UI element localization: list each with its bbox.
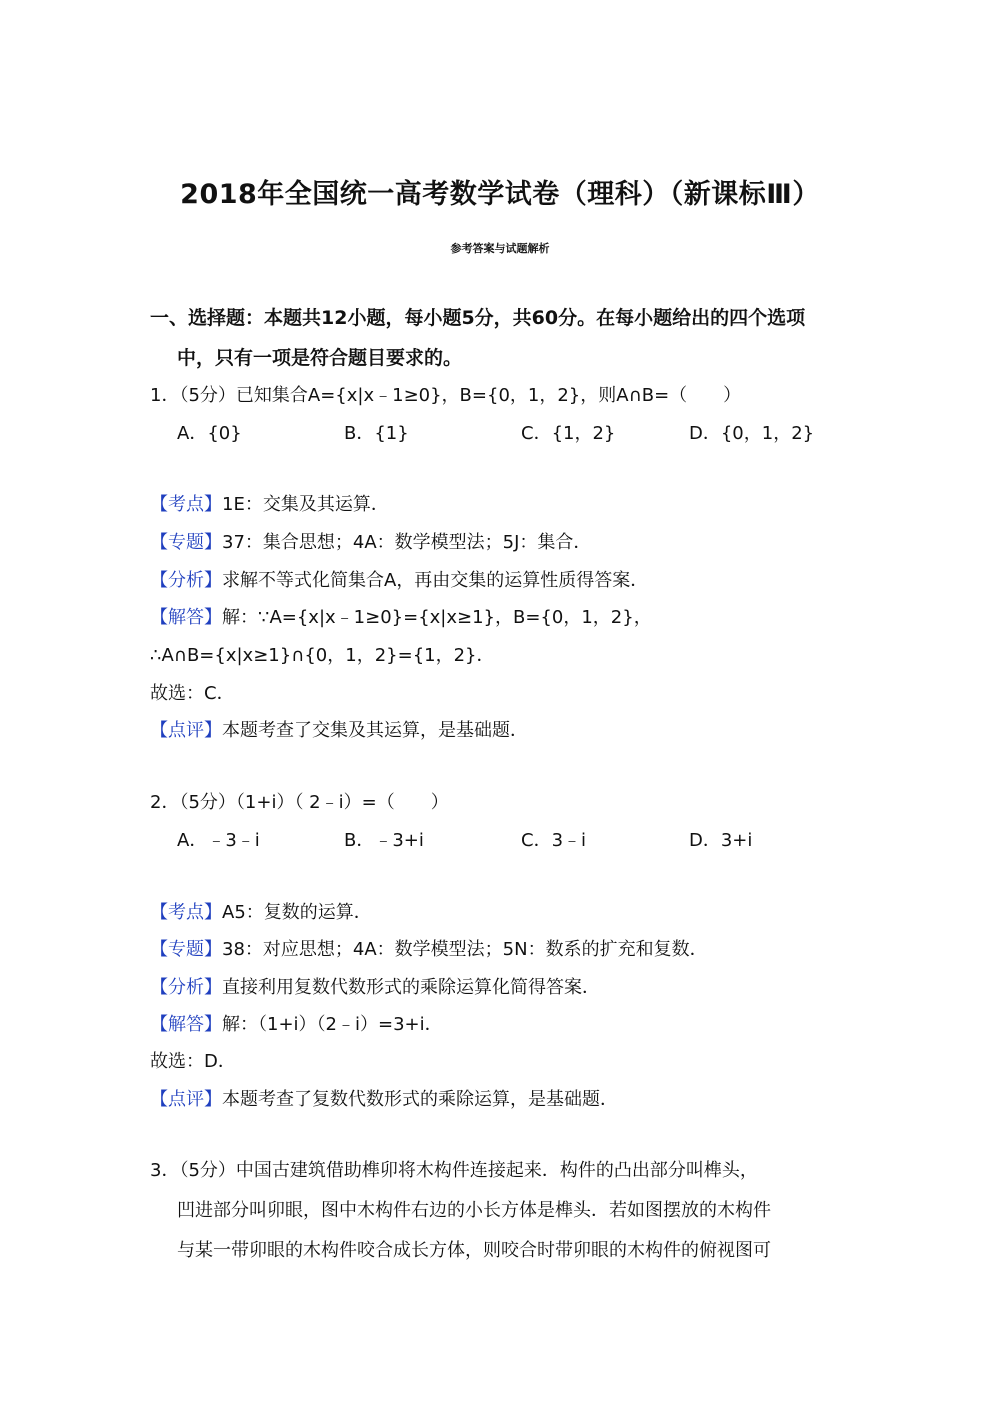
q1-zhuanti-text: 37：集合思想；4A：数学模型法；5J：集合． (222, 532, 592, 553)
q2-dianping (150, 1085, 618, 1111)
q2-kaodian-text: A5：复数的运算． (222, 902, 372, 923)
q1-option-d: D．{0，1，2} (689, 423, 815, 444)
q2-option-d: D．3+i (689, 830, 753, 851)
q2-jieda-text: 解：（1+i）（2﹣i）=3+i． (222, 1014, 443, 1035)
q2-option-a: A．﹣3﹣i (177, 830, 260, 851)
q1-option-b: B．{1} (344, 423, 409, 444)
kaodian-tag: 【考点】 (150, 902, 222, 923)
q2-zhuanti (150, 935, 708, 961)
q1-jieda-line2: ∴A∩B={x|x≥1}∩{0，1，2}={1，2}． (150, 645, 495, 666)
q1-fenxi (150, 566, 648, 592)
q3-stem-line1: 3．（5分）中国古建筑借助榫卯将木构件连接起来．构件的凸出部分叫榫头， (150, 1160, 758, 1181)
q2-answer: 故选：D． (150, 1051, 236, 1072)
q1-jieda (150, 603, 652, 629)
q1-option-a: A．{0} (177, 423, 242, 444)
q2-fenxi (150, 973, 600, 999)
q3-stem-line3: 与某一带卯眼的木构件咬合成长方体，则咬合时带卯眼的木构件的俯视图可 (177, 1240, 771, 1261)
q1-jieda-text: 解：∵A={x|x﹣1≥0}={x|x≥1}，B={0，1，2}， (222, 607, 652, 628)
q1-option-c: C．{1，2} (521, 423, 616, 444)
jieda-tag: 【解答】 (150, 607, 222, 628)
q2-option-b: B．﹣3+i (344, 830, 424, 851)
q2-dianping-text: 本题考查了复数代数形式的乘除运算，是基础题． (222, 1089, 618, 1110)
kaodian-tag: 【考点】 (150, 494, 222, 515)
page-subtitle: 参考答案与试题解析 (450, 242, 550, 255)
q1-kaodian (150, 490, 389, 516)
q1-dianping-text: 本题考查了交集及其运算，是基础题． (222, 720, 528, 741)
page-title: 2018年全国统一高考数学试卷（理科）（新课标Ⅲ） (180, 179, 820, 210)
q2-jieda (150, 1010, 443, 1036)
q1-fenxi-text: 求解不等式化简集合A，再由交集的运算性质得答案． (222, 570, 649, 591)
jieda-tag: 【解答】 (150, 1014, 222, 1035)
q1-answer: 故选：C． (150, 683, 235, 704)
q1-dianping (150, 716, 528, 742)
q2-kaodian (150, 898, 372, 924)
q3-stem-line2: 凹进部分叫卯眼，图中木构件右边的小长方体是榫头．若如图摆放的木构件 (177, 1200, 771, 1221)
section-heading-line1: 一、选择题：本题共12小题，每小题5分，共60分。在每小题给出的四个选项 (150, 307, 806, 329)
dianping-tag: 【点评】 (150, 1089, 222, 1110)
fenxi-tag: 【分析】 (150, 570, 222, 591)
q2-option-c: C．3﹣i (521, 830, 587, 851)
q2-zhuanti-text: 38：对应思想；4A：数学模型法；5N：数系的扩充和复数． (222, 939, 708, 960)
zhuanti-tag: 【专题】 (150, 939, 222, 960)
fenxi-tag: 【分析】 (150, 977, 222, 998)
zhuanti-tag: 【专题】 (150, 532, 222, 553)
section-heading-line2: 中，只有一项是符合题目要求的。 (177, 347, 463, 369)
q1-kaodian-text: 1E：交集及其运算． (222, 494, 389, 515)
dianping-tag: 【点评】 (150, 720, 222, 741)
q1-zhuanti (150, 528, 591, 554)
q2-stem: 2．（5分）（1+i）（ 2﹣i）=（ ） (150, 792, 449, 813)
q2-fenxi-text: 直接利用复数代数形式的乘除运算化简得答案． (222, 977, 600, 998)
q1-stem: 1．（5分）已知集合A={x|x﹣1≥0}，B={0，1，2}，则A∩B=（ ） (150, 385, 742, 406)
